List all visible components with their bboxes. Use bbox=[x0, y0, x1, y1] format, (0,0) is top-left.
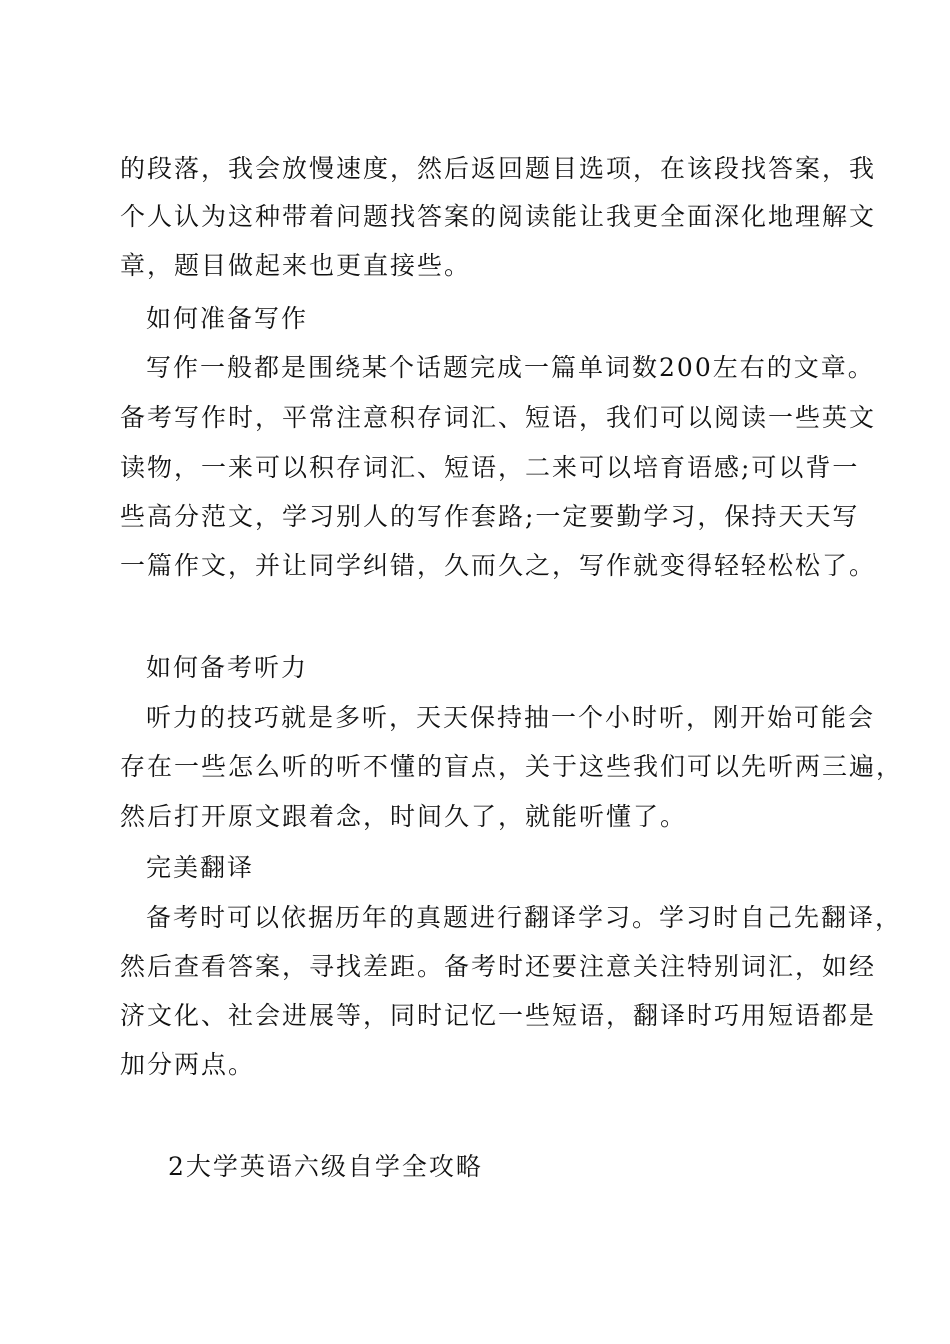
paragraph-line: 备考时可以依据历年的真题进行翻译学习。学习时自己先翻译， bbox=[146, 903, 903, 932]
section-heading-writing: 如何准备写作 bbox=[146, 304, 309, 333]
paragraph-line: 的段落，我会放慢速度，然后返回题目选项，在该段找答案，我 bbox=[120, 154, 877, 183]
paragraph-line: 章，题目做起来也更直接些。 bbox=[120, 251, 472, 280]
section-heading-listening: 如何备考听力 bbox=[146, 653, 309, 682]
paragraph-line: 存在一些怎么听的听不懂的盲点，关于这些我们可以先听两三遍， bbox=[120, 752, 904, 781]
paragraph-line: 听力的技巧就是多听，天天保持抽一个小时听，刚开始可能会 bbox=[146, 703, 876, 732]
paragraph-line: 备考写作时，平常注意积存词汇、短语，我们可以阅读一些英文 bbox=[120, 403, 877, 432]
paragraph-line: 些高分范文，学习别人的写作套路;一定要勤学习，保持天天写 bbox=[120, 502, 860, 531]
paragraph-line: 一篇作文，并让同学纠错，久而久之，写作就变得轻轻松松了。 bbox=[120, 551, 877, 580]
paragraph-line: 写作一般都是围绕某个话题完成一篇单词数200左右的文章。 bbox=[146, 353, 875, 382]
section-title: 2大学英语六级自学全攻略 bbox=[168, 1152, 483, 1181]
paragraph-line: 加分两点。 bbox=[120, 1050, 256, 1079]
paragraph-line: 济文化、社会进展等，同时记忆一些短语，翻译时巧用短语都是 bbox=[120, 1001, 877, 1030]
paragraph-line: 读物，一来可以积存词汇、短语，二来可以培育语感;可以背一 bbox=[120, 453, 860, 482]
section-heading-translation: 完美翻译 bbox=[146, 853, 255, 882]
paragraph-line: 个人认为这种带着问题找答案的阅读能让我更全面深化地理解文 bbox=[120, 202, 877, 231]
paragraph-line: 然后打开原文跟着念，时间久了，就能听懂了。 bbox=[120, 802, 688, 831]
paragraph-line: 然后查看答案，寻找差距。备考时还要注意关注特别词汇，如经 bbox=[120, 952, 877, 981]
